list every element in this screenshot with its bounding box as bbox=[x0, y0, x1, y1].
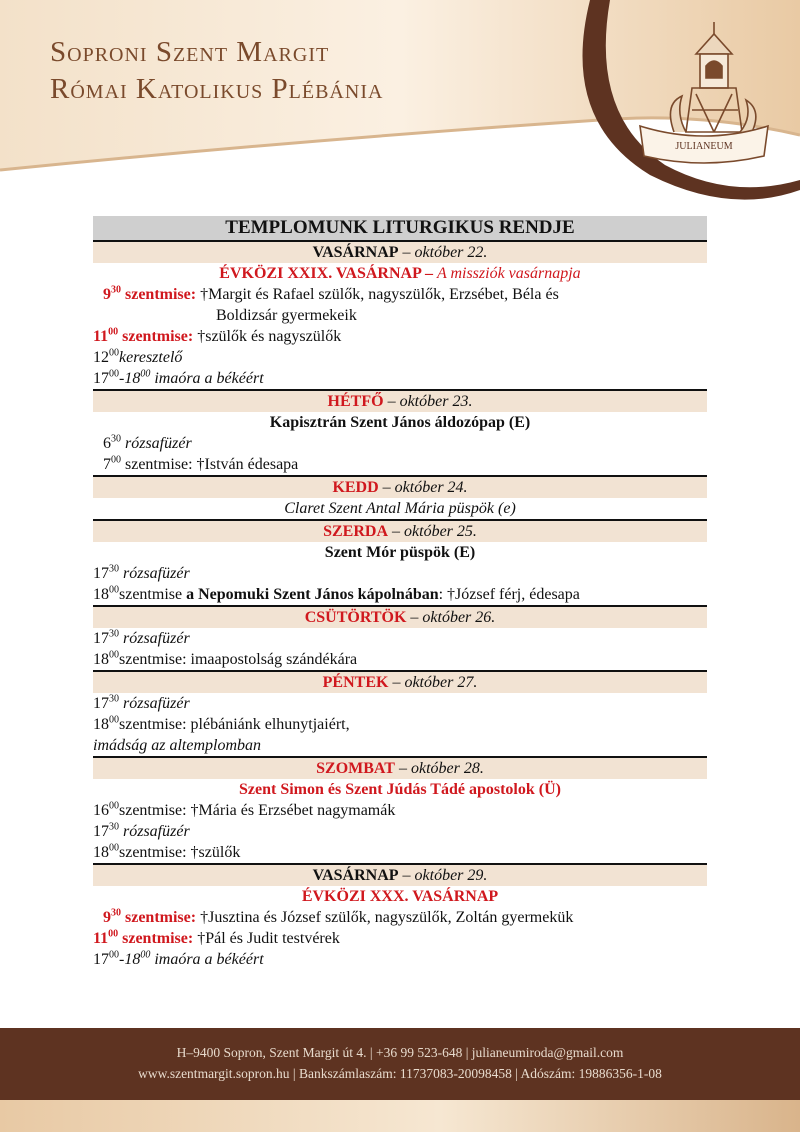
rosary-entry: $17^{30}$ rózsafüzér bbox=[93, 821, 190, 840]
baptism-entry: $12^{00}keresztelő$ bbox=[93, 347, 183, 366]
day-header-wednesday: SZERDA – október 25. bbox=[93, 521, 707, 542]
day-header-saturday: SZOMBAT – október 28. bbox=[93, 758, 707, 779]
feast-saturday: Szent Simon és Szent Júdás Tádé apostolok (Ü) bbox=[239, 781, 561, 798]
feast-tuesday: Claret Szent Antal Mária püspök (e) bbox=[284, 500, 516, 517]
mass-entry: $16^{00}szentmise$: †Mária és Erzsébet nagymamák bbox=[93, 800, 396, 819]
mass-entry: $18^{00}szentmise$: plébániánk elhunytjaiért, bbox=[93, 714, 350, 733]
rosary-entry: $17^{30}$ rózsafüzér bbox=[93, 563, 190, 582]
parish-title bbox=[50, 34, 383, 108]
feast-sunday-29: ÉVKÖZI XXX. VASÁRNAP bbox=[301, 888, 499, 905]
footer-contact: H–9400 Sopron, Szent Margit út 4. | +36 99 523-648 | julianeumiroda@gmail.com bbox=[176, 1045, 624, 1060]
mass-entry: $18^{00}szentmise$: imaapostolság szándékára bbox=[93, 649, 358, 668]
day-header-sunday-22: VASÁRNAP – október 22. bbox=[93, 242, 707, 263]
rosary-entry: $6^{30}$ rózsafüzér bbox=[103, 433, 192, 452]
footer-bank-info: www.szentmargit.sopron.hu | Bankszámlaszám: 11737083-20098458 | Adószám: 19886356-1-08 bbox=[138, 1066, 662, 1081]
mass-entry: $11^{00}$ szentmise: †Pál és Judit testvérek bbox=[93, 928, 340, 947]
mass-entry: $9^{30}$ szentmise: †Jusztina és József szülők, nagyszülők, Zoltán gyermekük bbox=[103, 907, 574, 926]
prayer-entry: imádság az altemplomban bbox=[93, 737, 261, 754]
mass-entry: $18^{00}szentmise$ a Nepomuki Szent János kápolnában: †József férj, édesapa bbox=[93, 584, 580, 603]
parish-title-line2: Római Katolikus Plébánia bbox=[50, 73, 384, 105]
rosary-entry: $17^{30}$ rózsafüzér bbox=[93, 693, 190, 712]
day-header-tuesday: KEDD – október 24. bbox=[93, 477, 707, 498]
feast-sunday-22: ÉVKÖZI XXIX. VASÁRNAP – A missziók vasárnapja bbox=[219, 265, 581, 282]
day-header-sunday-29: VASÁRNAP – október 29. bbox=[93, 865, 707, 886]
footer bbox=[0, 1028, 800, 1100]
bottom-decor-band bbox=[0, 1100, 800, 1132]
mass-entry: $9^{30}$ szentmise: †Margit és Rafael szülők, nagyszülők, Erzsébet, Béla és bbox=[103, 284, 559, 303]
logo-text: JULIANEUM bbox=[675, 141, 733, 152]
rosary-entry: $17^{30}$ rózsafüzér bbox=[93, 628, 190, 647]
prayer-entry: $17^{00}-18^{00}$ imaóra a békéért bbox=[93, 949, 264, 968]
julianeum-logo-icon bbox=[634, 14, 774, 164]
mass-entry: $18^{00}szentmise$: †szülők bbox=[93, 842, 241, 861]
mass-entry: $11^{00}$ szentmise: †szülők és nagyszülők bbox=[93, 326, 342, 345]
feast-monday: Kapisztrán Szent János áldozópap (E) bbox=[269, 414, 531, 431]
day-header-friday: PÉNTEK – október 27. bbox=[93, 672, 707, 693]
liturgy-schedule bbox=[93, 216, 707, 970]
mass-entry: $7^{00}$ szentmise: †István édesapa bbox=[103, 454, 299, 473]
day-header-monday: HÉTFŐ – október 23. bbox=[93, 391, 707, 412]
schedule-title: TEMPLOMUNK LITURGIKUS RENDJE bbox=[93, 216, 707, 240]
mass-entry-cont: Boldizsár gyermekeik bbox=[216, 307, 357, 324]
day-header-thursday: CSÜTÖRTÖK – október 26. bbox=[93, 607, 707, 628]
feast-wednesday: Szent Mór püspök (E) bbox=[324, 544, 476, 561]
prayer-entry: $17^{00}-18^{00}$ imaóra a békéért bbox=[93, 368, 264, 387]
parish-title-line1: Soproni Szent Margit bbox=[50, 36, 330, 68]
